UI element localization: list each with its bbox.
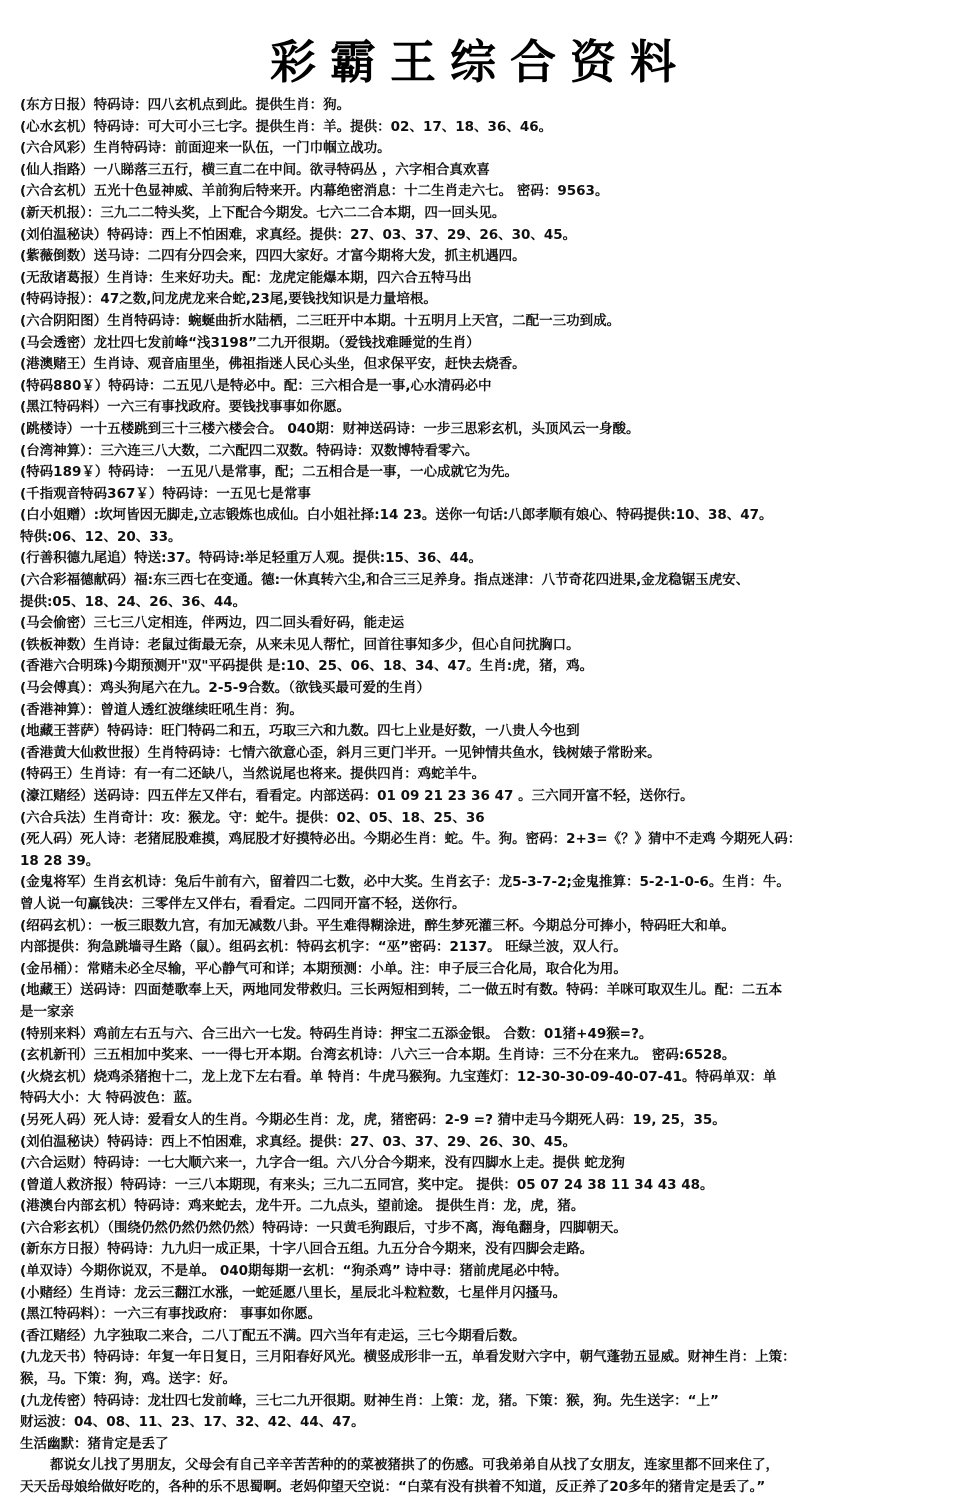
text-line: 18 28 39。 <box>20 852 100 869</box>
text-line: 特供:06、12、20、33。 <box>20 528 182 545</box>
page-title: 彩霸王综合资料 <box>270 35 690 89</box>
text-line: (特码诗报）：47之数,问龙虎龙来合蛇,23尾,要钱找知识是力量培根。 <box>20 291 437 308</box>
text-line: (港澳台内部玄机）特码诗：鸡来蛇去，龙牛开。二九点头，望前途。 提供生肖：龙，虎，猪。 <box>20 1198 585 1215</box>
text-line: (台湾神算）：三六连三八大数，二六配四二双数。特码诗：双数博特看零六。 <box>20 442 479 459</box>
text-line: (火烧玄机）烧鸡杀猪抱十二，龙上龙下左右看。单 特肖：牛虎马猴狗。九宝莲灯：12-30-30-09-40-07-41。特码单双：单 <box>20 1068 777 1085</box>
text-line: (死人码）死人诗：老猪屁股难摸，鸡屁股才好摸特必出。今期必生肖：蛇。牛。狗。密码：2+3=《？》猜中不走鸡 今期死人码： <box>20 831 802 848</box>
text-line: (特码王）生肖诗：有一有二还缺八，当然说尾也将来。提供四肖：鸡蛇羊牛。 <box>20 766 486 783</box>
text-line: (香港六合明珠)今期预测开"双"平码提供 是:10、25、06、18、34、47。生肖:虎，猪，鸡。 <box>20 658 594 675</box>
text-line: (六合风彩）生肖特码诗：前面迎来一队伍，一门巾帼立战功。 <box>20 140 391 157</box>
text-line: (白小姐赠）:坎坷皆因无脚走,立志锻炼也成仙。白小姐社择:14 23。送你一句话:八郎孝顺有娘心、特码提供:10、38、47。 <box>20 507 773 524</box>
text-line: (金鬼将军）生肖玄机诗：兔后牛前有六，留着四二七数，必中大奖。生肖玄子：龙5-3-7-2;金鬼推算：5-2-1-0-6。生肖：牛。 <box>20 874 790 891</box>
text-line: (六合玄机）五光十色显神威、羊前狗后特来开。内幕绝密消息：十二生肖走六七。 密码：9563。 <box>20 183 609 200</box>
text-line: (特码880￥）特码诗：二五见八是特必中。配：三六相合是一事,心水清码必中 <box>20 377 492 394</box>
text-line: 特码大小：大 特码波色：蓝。 <box>20 1090 201 1107</box>
text-line: (六合彩玄机）（围绕仍然仍然仍然仍然）特码诗：一只黄毛狗跟后，寸步不离，海龟翻身，四脚朝天。 <box>20 1219 627 1236</box>
text-line: 曾人说一句赢钱决：三零伴左又伴右，看看定。二四同开富不轻，送你行。 <box>20 895 466 912</box>
text-line: (玄机新刊）三五相加中奖来、一一得七开本期。台湾玄机诗：八六三一合本期。生肖诗：三不分在来九。 密码:6528。 <box>20 1047 736 1064</box>
text-line: 财运波：04、08、11、23、17、32、42、44、47。 <box>20 1414 365 1431</box>
text-line: (无敌诸葛报）生肖诗：生来好功夫。配：龙虎定能爆本期，四六合五特马出 <box>20 269 472 286</box>
text-line: 猴，马。下策：狗，鸡。送字：好。 <box>20 1371 236 1388</box>
story-line: 天天岳母娘给做好吃的，各种的乐不思蜀啊。老妈仰望天空说：“白菜有没有拱着不知道，反正养了20多年的猪肯定是丢了。” <box>20 1479 766 1495</box>
text-line: (另死人码）死人诗：爱看女人的生肖。今期必生肖：龙，虎，猪密码：2-9 =? 猜中走马今期死人码：19, 25，35。 <box>20 1111 726 1128</box>
text-line: (特码189￥）特码诗： 一五见八是常事，配；二五相合是一事，一心成就它为先。 <box>20 464 519 481</box>
text-line: 是一家亲 <box>20 1003 74 1020</box>
text-line: (行善积德九尾追）特送:37。特码诗:举足轻重万人观。提供:15、36、44。 <box>20 550 483 567</box>
text-line: (仙人指路）一八睇落三五行，横三直二在中间。欲寻特码丛 ，六字相合真欢喜 <box>20 161 490 178</box>
text-line: (地藏王）送码诗：四面楚歌奉上天，两地同发带救归。三长两短相到转，二一做五时有数。特码：羊咪可取双生儿。配：二五本 <box>20 982 783 999</box>
text-line: 内部提供：狗急跳墙寻生路（鼠）。组码玄机：特码玄机字：“巫”密码：2137。 旺绿兰波，双人行。 <box>20 939 627 956</box>
text-line: (心水玄机）特码诗：可大可小三七字。提供生肖：羊。提供：02、17、18、36、46。 <box>20 118 553 135</box>
text-line: 提供:05、18、24、26、36、44。 <box>20 593 247 610</box>
text-line: (铁板神数）生肖诗：老鼠过街最无奈，从来未见人帮忙，回首往事知多少，但心自问扰胸口。 <box>20 636 580 653</box>
text-line: (香江赌经）九字独取二来合，二八丁配五不满。四六当年有走运，三七今期看后数。 <box>20 1327 526 1344</box>
text-line: (九龙天书）特码诗：年复一年日复日，三月阳春好风光。横竖成形非一五，单看发财六字中，朝气蓬勃五显威。财神生肖：上策： <box>20 1349 796 1366</box>
text-line: (特别来料）鸡前左右五与六、合三出六一七发。特码生肖诗：押宝二五添金银。 合数：01猪+49猴=?。 <box>20 1025 653 1042</box>
content-lines <box>20 95 950 1499</box>
text-line: (六合阴阳图）生肖特码诗：蜿蜒曲折水陆栖，二三旺开中本期。十五明月上天宫，二配一三功到成。 <box>20 312 621 329</box>
text-line: (香港黄大仙救世报）生肖特码诗：七情六欲意心歪，斜月三更门半开。一见钟情共鱼水，钱树婊子常盼来。 <box>20 744 661 761</box>
text-line: (绍码玄机）：一板三眼数九宫，有加无减数八卦。平生难得糊涂进，醉生梦死灌三杯。今期总分可捧小，特码旺大和单。 <box>20 917 735 934</box>
text-line: (刘伯温秘诀）特码诗：西上不怕困难，求真经。提供：27、03、37、29、26、30、45。 <box>20 226 577 243</box>
text-line: (六合兵法）生肖奇计：攻：猴龙。守：蛇牛。提供：02、05、18、25、36 <box>20 809 485 826</box>
text-line: (新东方日报）特码诗：九九归一成正果，十字八回合五组。九五分合今期来，没有四脚会走路。 <box>20 1241 594 1258</box>
text-line: (香港神算）：曾道人透红波继续旺吼生肖：狗。 <box>20 701 303 718</box>
text-line: (港澳赌王）生肖诗、观音庙里坐，佛祖指迷人民心头坐，但求保平安，赶快去烧香。 <box>20 356 526 373</box>
text-line: (黑江特码料）：一六三有事找政府： 事事如你愿。 <box>20 1306 322 1323</box>
text-line: 生活幽默：猪肯定是丢了 <box>20 1435 169 1452</box>
text-line: (刘伯温秘诀）特码诗：西上不怕困难，求真经。提供：27、03、37、29、26、30、45。 <box>20 1133 577 1150</box>
story-line: 都说女儿找了男朋友，父母会有自己辛辛苦苦种的的菜被猪拱了的伤感。可我弟弟自从找了女朋友，连家里都不回来住了， <box>50 1457 779 1474</box>
text-line: (新天机报）：三九二二特头奖，上下配合今期发。七六二二合本期，四一回头见。 <box>20 204 506 221</box>
text-line: (马会透密）龙壮四七发前峰“浅3198”二九开很期。（爱钱找难睡觉的生肖） <box>20 334 480 351</box>
text-line: (马会傅真）：鸡头狗尾六在九。2-5-9合数。（欲钱买最可爱的生肖） <box>20 680 431 697</box>
text-line: (九龙传密）特码诗：龙壮四七发前峰，三七二九开很期。财神生肖：上策：龙，猪。下策：猴，狗。先生送字：“上” <box>20 1392 719 1409</box>
text-line: (黑江特码料）一六三有事找政府。要钱找事事如你愿。 <box>20 399 351 416</box>
text-line: (金吊桶）：常赌未必全尽输，平心静气可和详；本期预测：小单。注：申子辰三合化局，取合化为用。 <box>20 960 627 977</box>
text-line: (曾道人救济报）特码诗：一三八本期现，有来头；三九二五同宫，奖中定。 提供：05 07 24 38 11 34 43 48。 <box>20 1176 714 1193</box>
text-line: (地藏王菩萨）特码诗：旺门特码二和五，巧取三六和九数。四七上业是好数，一八贵人今也到 <box>20 723 580 740</box>
text-line: (单双诗）今期你说双，不是单。 040期每期一玄机：“狗杀鸡” 诗中寻：猪前虎尾必中特。 <box>20 1263 568 1280</box>
text-line: (濠江赌经）送码诗：四五伴左又伴右，看看定。内部送码：01 09 21 23 36 47 。三六同开富不轻，送你行。 <box>20 788 694 804</box>
text-line: (马会偷密）三七三八定相连，伴两边，四二回头看好码，能走运 <box>20 615 405 632</box>
text-line: (六合彩福德献码）福:东三西七在变通。德:一休真转六尘,和合三三足养身。指点迷津：八节奇花四进果,金龙稳锯玉虎安、 <box>20 572 750 589</box>
text-line: (紫薇倒数）送马诗：二四有分四会来，四四大家好。才富今期将大发，抓主机遇四。 <box>20 248 526 265</box>
text-line: (小赌经）生肖诗：龙云三翻江水涨，一蛇延愿八里长，星辰北斗粒粒数，七星伴月闪搔马。 <box>20 1284 567 1301</box>
text-line: (东方日报）特码诗：四八玄机点到此。提供生肖：狗。 <box>20 97 351 113</box>
text-line: (六合运财）特码诗：一七大顺六来一，九字合一组。六八分合今期来，没有四脚水上走。提供 蛇龙狗 <box>20 1155 625 1172</box>
text-line: (千指观音特码367￥）特码诗：一五见七是常事 <box>20 485 311 502</box>
text-line: (跳楼诗）一十五楼跳到三十三楼六楼会合。 040期：财神送码诗：一步三思彩玄机，头顶风云一身酸。 <box>20 420 640 437</box>
